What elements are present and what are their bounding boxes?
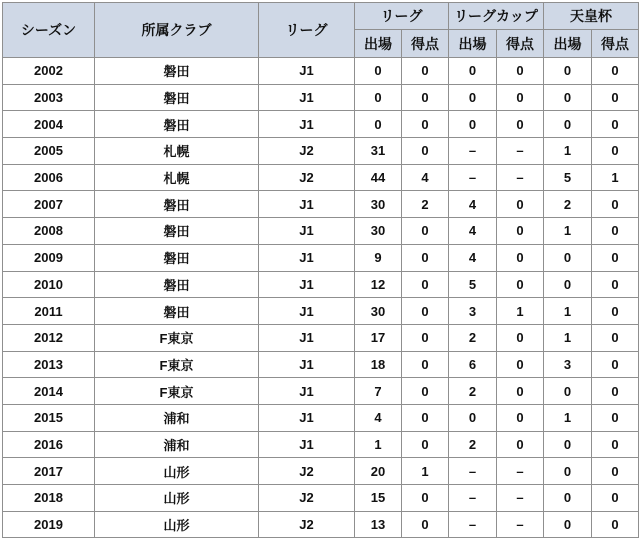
cell-league-goals: 0 bbox=[402, 511, 449, 538]
cell-cup-apps: 4 bbox=[449, 244, 497, 271]
cell-emperor-apps: 0 bbox=[544, 431, 592, 458]
cell-cup-goals: 0 bbox=[497, 324, 544, 351]
cell-season: 2012 bbox=[3, 324, 95, 351]
table-row bbox=[3, 458, 639, 485]
header-league-apps: 出場 bbox=[355, 30, 402, 58]
cell-club: 磐田 bbox=[95, 271, 259, 298]
cell-emperor-apps: 0 bbox=[544, 485, 592, 512]
cell-season: 2005 bbox=[3, 138, 95, 165]
cell-club: F東京 bbox=[95, 378, 259, 405]
header-group-league-cup: リーグカップ bbox=[449, 3, 544, 30]
cell-cup-apps: 2 bbox=[449, 324, 497, 351]
cell-cup-apps: 2 bbox=[449, 378, 497, 405]
header-emperor-apps: 出場 bbox=[544, 30, 592, 58]
cell-league: J1 bbox=[259, 191, 355, 218]
cell-emperor-apps: 1 bbox=[544, 138, 592, 165]
table-row bbox=[3, 485, 639, 512]
cell-emperor-apps: 0 bbox=[544, 378, 592, 405]
cell-league-goals: 2 bbox=[402, 191, 449, 218]
cell-cup-apps: 0 bbox=[449, 58, 497, 85]
cell-league-goals: 0 bbox=[402, 138, 449, 165]
cell-club: 浦和 bbox=[95, 431, 259, 458]
cell-league-apps: 30 bbox=[355, 218, 402, 245]
cell-league-apps: 0 bbox=[355, 111, 402, 138]
cell-cup-apps: 6 bbox=[449, 351, 497, 378]
cell-club: 磐田 bbox=[95, 244, 259, 271]
cell-emperor-apps: 0 bbox=[544, 511, 592, 538]
cell-league-apps: 12 bbox=[355, 271, 402, 298]
cell-cup-goals: 0 bbox=[497, 378, 544, 405]
cell-cup-apps: – bbox=[449, 458, 497, 485]
cell-league-apps: 1 bbox=[355, 431, 402, 458]
cell-emperor-goals: 0 bbox=[592, 511, 639, 538]
cell-club: 磐田 bbox=[95, 84, 259, 111]
cell-league-apps: 13 bbox=[355, 511, 402, 538]
cell-league-apps: 30 bbox=[355, 191, 402, 218]
cell-emperor-goals: 0 bbox=[592, 458, 639, 485]
cell-league: J2 bbox=[259, 485, 355, 512]
cell-league: J1 bbox=[259, 324, 355, 351]
table-row bbox=[3, 404, 639, 431]
cell-club: 浦和 bbox=[95, 404, 259, 431]
cell-league-goals: 0 bbox=[402, 485, 449, 512]
cell-cup-apps: – bbox=[449, 511, 497, 538]
cell-league-goals: 0 bbox=[402, 378, 449, 405]
table-row bbox=[3, 324, 639, 351]
cell-league-apps: 20 bbox=[355, 458, 402, 485]
cell-emperor-apps: 3 bbox=[544, 351, 592, 378]
table-row bbox=[3, 58, 639, 85]
cell-league: J1 bbox=[259, 244, 355, 271]
cell-league: J1 bbox=[259, 58, 355, 85]
cell-club: F東京 bbox=[95, 351, 259, 378]
cell-club: 札幌 bbox=[95, 138, 259, 165]
cell-cup-apps: 5 bbox=[449, 271, 497, 298]
cell-club: 磐田 bbox=[95, 298, 259, 325]
cell-league: J1 bbox=[259, 378, 355, 405]
cell-club: 磐田 bbox=[95, 111, 259, 138]
cell-league-goals: 0 bbox=[402, 298, 449, 325]
table-row bbox=[3, 84, 639, 111]
header-group-league: リーグ bbox=[355, 3, 449, 30]
table-row bbox=[3, 244, 639, 271]
cell-cup-apps: 0 bbox=[449, 111, 497, 138]
cell-cup-goals: 0 bbox=[497, 404, 544, 431]
cell-emperor-goals: 0 bbox=[592, 298, 639, 325]
cell-cup-goals: 0 bbox=[497, 191, 544, 218]
cell-emperor-goals: 0 bbox=[592, 244, 639, 271]
cell-emperor-apps: 2 bbox=[544, 191, 592, 218]
cell-cup-goals: – bbox=[497, 485, 544, 512]
cell-season: 2002 bbox=[3, 58, 95, 85]
table-row bbox=[3, 511, 639, 538]
cell-emperor-goals: 0 bbox=[592, 138, 639, 165]
cell-club: 磐田 bbox=[95, 191, 259, 218]
cell-emperor-apps: 1 bbox=[544, 218, 592, 245]
cell-league: J1 bbox=[259, 298, 355, 325]
cell-league-apps: 30 bbox=[355, 298, 402, 325]
cell-league-apps: 0 bbox=[355, 84, 402, 111]
cell-league: J1 bbox=[259, 84, 355, 111]
cell-cup-goals: 0 bbox=[497, 244, 544, 271]
cell-emperor-goals: 0 bbox=[592, 378, 639, 405]
cell-league: J1 bbox=[259, 111, 355, 138]
cell-league-goals: 0 bbox=[402, 84, 449, 111]
cell-season: 2016 bbox=[3, 431, 95, 458]
career-stats-table bbox=[2, 2, 639, 538]
cell-season: 2004 bbox=[3, 111, 95, 138]
cell-season: 2007 bbox=[3, 191, 95, 218]
cell-cup-apps: 3 bbox=[449, 298, 497, 325]
cell-cup-apps: 0 bbox=[449, 84, 497, 111]
table-row bbox=[3, 138, 639, 165]
cell-emperor-apps: 0 bbox=[544, 58, 592, 85]
cell-emperor-goals: 0 bbox=[592, 111, 639, 138]
cell-league-goals: 0 bbox=[402, 404, 449, 431]
cell-cup-goals: 0 bbox=[497, 351, 544, 378]
cell-season: 2009 bbox=[3, 244, 95, 271]
cell-cup-apps: 0 bbox=[449, 404, 497, 431]
cell-emperor-goals: 0 bbox=[592, 485, 639, 512]
cell-club: 磐田 bbox=[95, 58, 259, 85]
cell-cup-apps: – bbox=[449, 164, 497, 191]
header-league: リーグ bbox=[259, 3, 355, 58]
cell-club: 札幌 bbox=[95, 164, 259, 191]
cell-emperor-apps: 1 bbox=[544, 324, 592, 351]
cell-cup-goals: – bbox=[497, 511, 544, 538]
cell-league-apps: 18 bbox=[355, 351, 402, 378]
cell-league: J1 bbox=[259, 351, 355, 378]
cell-emperor-apps: 0 bbox=[544, 271, 592, 298]
cell-emperor-goals: 1 bbox=[592, 164, 639, 191]
cell-emperor-goals: 0 bbox=[592, 271, 639, 298]
cell-cup-goals: – bbox=[497, 164, 544, 191]
cell-club: 山形 bbox=[95, 511, 259, 538]
table-row bbox=[3, 111, 639, 138]
header-cup-goals: 得点 bbox=[497, 30, 544, 58]
header-emperor-goals: 得点 bbox=[592, 30, 639, 58]
cell-league: J2 bbox=[259, 511, 355, 538]
cell-league-goals: 0 bbox=[402, 218, 449, 245]
table-row bbox=[3, 271, 639, 298]
cell-cup-apps: 4 bbox=[449, 218, 497, 245]
cell-league: J1 bbox=[259, 271, 355, 298]
cell-cup-apps: 4 bbox=[449, 191, 497, 218]
cell-season: 2018 bbox=[3, 485, 95, 512]
header-row-top bbox=[3, 3, 639, 30]
cell-emperor-goals: 0 bbox=[592, 58, 639, 85]
cell-league-apps: 4 bbox=[355, 404, 402, 431]
cell-league: J1 bbox=[259, 431, 355, 458]
cell-season: 2014 bbox=[3, 378, 95, 405]
cell-season: 2013 bbox=[3, 351, 95, 378]
cell-season: 2008 bbox=[3, 218, 95, 245]
cell-season: 2003 bbox=[3, 84, 95, 111]
header-season: シーズン bbox=[3, 3, 95, 58]
table-header bbox=[3, 3, 639, 58]
cell-season: 2006 bbox=[3, 164, 95, 191]
table-row bbox=[3, 431, 639, 458]
cell-cup-apps: – bbox=[449, 138, 497, 165]
table-row bbox=[3, 191, 639, 218]
cell-emperor-apps: 0 bbox=[544, 458, 592, 485]
cell-club: F東京 bbox=[95, 324, 259, 351]
cell-emperor-apps: 0 bbox=[544, 244, 592, 271]
cell-league: J2 bbox=[259, 164, 355, 191]
cell-league: J2 bbox=[259, 458, 355, 485]
cell-emperor-apps: 1 bbox=[544, 404, 592, 431]
header-cup-apps: 出場 bbox=[449, 30, 497, 58]
cell-cup-goals: 0 bbox=[497, 218, 544, 245]
header-club: 所属クラブ bbox=[95, 3, 259, 58]
cell-club: 磐田 bbox=[95, 218, 259, 245]
cell-season: 2010 bbox=[3, 271, 95, 298]
cell-cup-apps: 2 bbox=[449, 431, 497, 458]
cell-season: 2017 bbox=[3, 458, 95, 485]
cell-league-apps: 0 bbox=[355, 58, 402, 85]
cell-league-goals: 0 bbox=[402, 244, 449, 271]
cell-league-apps: 7 bbox=[355, 378, 402, 405]
cell-league-apps: 15 bbox=[355, 485, 402, 512]
cell-cup-goals: 0 bbox=[497, 431, 544, 458]
cell-league-apps: 9 bbox=[355, 244, 402, 271]
table-row bbox=[3, 218, 639, 245]
cell-cup-goals: 1 bbox=[497, 298, 544, 325]
cell-league-goals: 1 bbox=[402, 458, 449, 485]
cell-league-goals: 0 bbox=[402, 271, 449, 298]
cell-league-goals: 4 bbox=[402, 164, 449, 191]
cell-emperor-apps: 0 bbox=[544, 111, 592, 138]
header-group-emperors-cup: 天皇杯 bbox=[544, 3, 639, 30]
cell-league-apps: 44 bbox=[355, 164, 402, 191]
cell-cup-goals: 0 bbox=[497, 84, 544, 111]
cell-cup-goals: 0 bbox=[497, 58, 544, 85]
cell-season: 2011 bbox=[3, 298, 95, 325]
cell-emperor-goals: 0 bbox=[592, 324, 639, 351]
cell-emperor-goals: 0 bbox=[592, 404, 639, 431]
table-row bbox=[3, 164, 639, 191]
cell-league-apps: 17 bbox=[355, 324, 402, 351]
cell-emperor-apps: 1 bbox=[544, 298, 592, 325]
cell-cup-goals: 0 bbox=[497, 111, 544, 138]
cell-cup-goals: – bbox=[497, 138, 544, 165]
cell-emperor-goals: 0 bbox=[592, 351, 639, 378]
cell-league-goals: 0 bbox=[402, 351, 449, 378]
cell-league: J2 bbox=[259, 138, 355, 165]
cell-league-goals: 0 bbox=[402, 431, 449, 458]
cell-emperor-goals: 0 bbox=[592, 191, 639, 218]
cell-emperor-goals: 0 bbox=[592, 431, 639, 458]
cell-season: 2019 bbox=[3, 511, 95, 538]
table-body bbox=[3, 58, 639, 538]
cell-season: 2015 bbox=[3, 404, 95, 431]
cell-club: 山形 bbox=[95, 458, 259, 485]
cell-league: J1 bbox=[259, 404, 355, 431]
cell-cup-goals: 0 bbox=[497, 271, 544, 298]
cell-league-apps: 31 bbox=[355, 138, 402, 165]
table-row bbox=[3, 378, 639, 405]
cell-cup-goals: – bbox=[497, 458, 544, 485]
cell-club: 山形 bbox=[95, 485, 259, 512]
cell-league: J1 bbox=[259, 218, 355, 245]
cell-cup-apps: – bbox=[449, 485, 497, 512]
cell-emperor-apps: 5 bbox=[544, 164, 592, 191]
cell-league-goals: 0 bbox=[402, 111, 449, 138]
cell-emperor-goals: 0 bbox=[592, 84, 639, 111]
cell-league-goals: 0 bbox=[402, 58, 449, 85]
header-league-goals: 得点 bbox=[402, 30, 449, 58]
cell-league-goals: 0 bbox=[402, 324, 449, 351]
table-row bbox=[3, 298, 639, 325]
table-row bbox=[3, 351, 639, 378]
cell-emperor-apps: 0 bbox=[544, 84, 592, 111]
cell-emperor-goals: 0 bbox=[592, 218, 639, 245]
